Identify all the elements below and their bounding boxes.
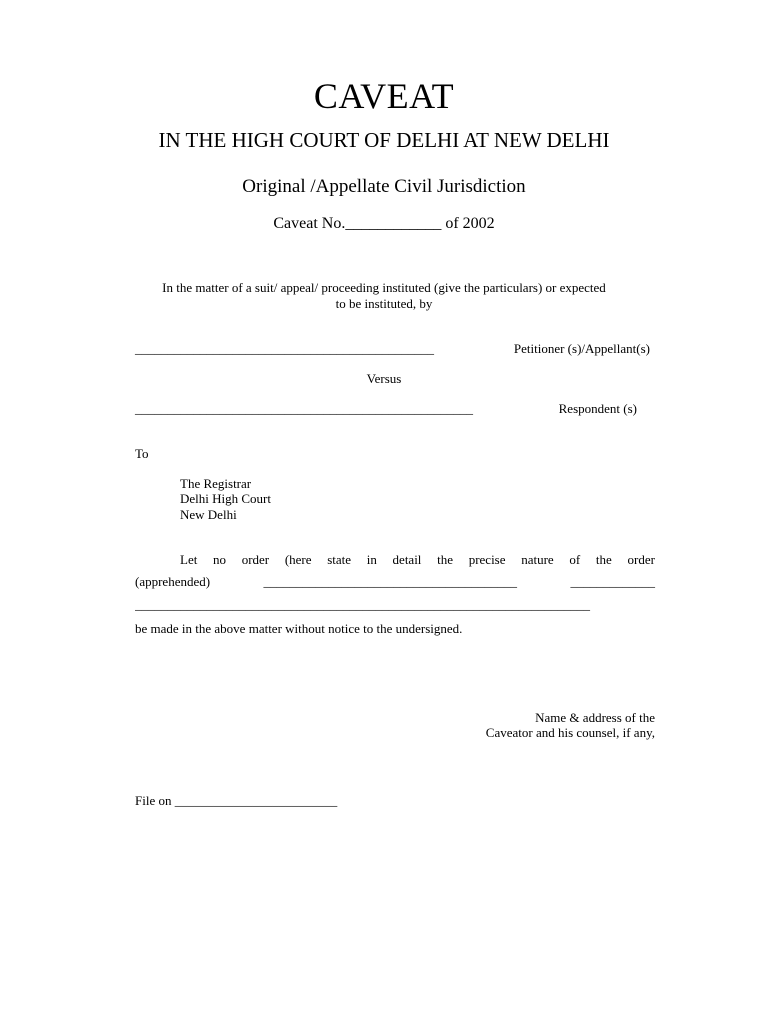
caveator-line-2: Caveator and his counsel, if any, (485, 725, 655, 740)
intro-line-2: to be instituted, by (335, 296, 433, 311)
court-heading: IN THE HIGH COURT OF DELHI AT NEW DELHI (158, 128, 610, 152)
order-word: order (241, 552, 270, 567)
order-word: (here (284, 552, 312, 567)
intro-line-1: In the matter of a suit/ appeal/ proceeding instituted (give the particulars) or expected (162, 280, 606, 295)
versus-label: Versus (366, 371, 402, 386)
petitioner-label: Petitioner (s)/Appellant(s) (513, 341, 650, 356)
closing-statement: be made in the above matter without notice to the undersigned. (135, 621, 463, 636)
order-word: precise (468, 552, 506, 567)
order-blank-short: _____________ (570, 574, 655, 589)
order-word: in (366, 552, 377, 567)
apprehended-label: (apprehended) (135, 574, 211, 589)
order-request-line (180, 553, 655, 566)
petitioner-blank: ______________________________________________ (135, 341, 434, 356)
address-line-registrar: The Registrar (180, 476, 252, 491)
order-word: state (327, 552, 352, 567)
respondent-label: Respondent (s) (558, 401, 637, 416)
address-line-court: Delhi High Court (180, 491, 271, 506)
caveat-number-line: Caveat No.____________ of 2002 (273, 215, 495, 232)
address-line-city: New Delhi (180, 507, 237, 522)
petitioner-row (135, 342, 650, 355)
to-label: To (135, 446, 149, 461)
order-word: the (437, 552, 454, 567)
respondent-blank: ____________________________________________________ (135, 401, 473, 416)
respondent-row (135, 402, 637, 415)
apprehended-row (135, 575, 655, 588)
order-blank-long: _______________________________________ (263, 574, 518, 589)
order-word: no (213, 552, 227, 567)
order-blank-full-line: ______________________________________________________________________ (135, 598, 590, 611)
order-word: Let (180, 552, 198, 567)
order-word: of (569, 552, 581, 567)
order-word: nature (521, 552, 554, 567)
order-word: order (627, 552, 655, 567)
caveator-line-1: Name & address of the (535, 710, 655, 725)
order-word: the (595, 552, 612, 567)
order-word: detail (392, 552, 422, 567)
document-title: CAVEAT (313, 76, 455, 116)
jurisdiction-heading: Original /Appellate Civil Jurisdiction (242, 176, 526, 197)
file-on-line: File on _________________________ (135, 793, 338, 808)
